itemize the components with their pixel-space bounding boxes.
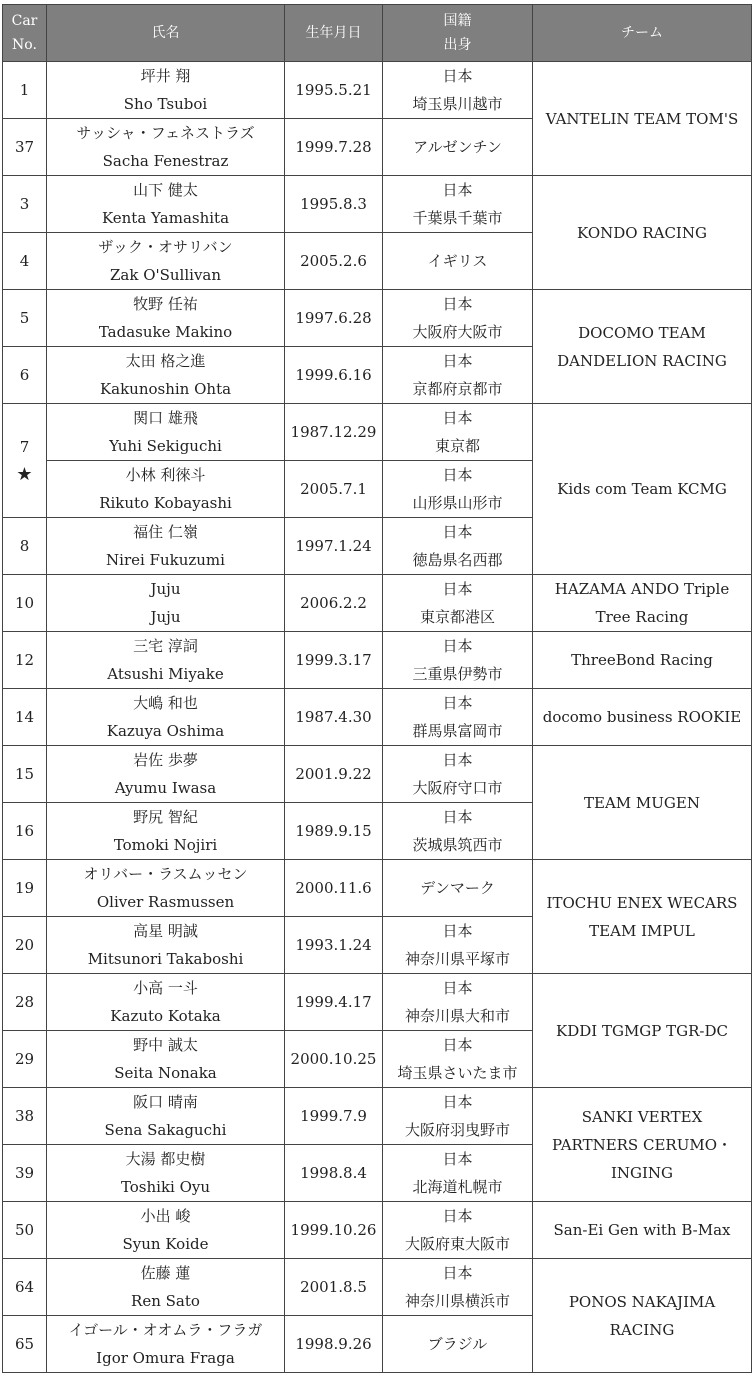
driver-name-cell: 阪口 晴南 Sena Sakaguchi: [47, 1088, 285, 1145]
birthdate-cell: 1995.8.3: [285, 176, 383, 233]
nationality-cell: 日本 徳島県名西郡: [383, 518, 533, 575]
car-number-cell: 39: [3, 1145, 47, 1202]
birthdate-cell: 2000.11.6: [285, 860, 383, 917]
car-number-cell: 29: [3, 1031, 47, 1088]
header-row: [3, 5, 752, 62]
birthdate-cell: 2000.10.25: [285, 1031, 383, 1088]
driver-name-cell: ザック・オサリバン Zak O'Sullivan: [47, 233, 285, 290]
car-number-cell: 37: [3, 119, 47, 176]
table-row: [3, 575, 752, 632]
birthdate-cell: 1999.3.17: [285, 632, 383, 689]
header-birthdate: 生年月日: [285, 5, 383, 62]
table-row: [3, 746, 752, 803]
driver-name-cell: 坪井 翔 Sho Tsuboi: [47, 62, 285, 119]
driver-name-cell: 牧野 任祐 Tadasuke Makino: [47, 290, 285, 347]
nationality-cell: 日本 山形県山形市: [383, 461, 533, 518]
nationality-cell: 日本 大阪府東大阪市: [383, 1202, 533, 1259]
birthdate-cell: 1987.4.30: [285, 689, 383, 746]
driver-name-cell: 佐藤 蓮 Ren Sato: [47, 1259, 285, 1316]
driver-name-cell: オリバー・ラスムッセン Oliver Rasmussen: [47, 860, 285, 917]
car-number-cell: 50: [3, 1202, 47, 1259]
driver-table: [2, 4, 752, 1373]
nationality-cell: 日本 大阪府守口市: [383, 746, 533, 803]
car-number-cell: 7 ★: [3, 404, 47, 518]
car-number-cell: 16: [3, 803, 47, 860]
birthdate-cell: 1999.4.17: [285, 974, 383, 1031]
driver-name-cell: Juju Juju: [47, 575, 285, 632]
driver-name-cell: 野中 誠太 Seita Nonaka: [47, 1031, 285, 1088]
table-row: [3, 860, 752, 917]
nationality-cell: 日本 千葉県千葉市: [383, 176, 533, 233]
team-cell: ITOCHU ENEX WECARS TEAM IMPUL: [533, 860, 752, 974]
birthdate-cell: 1999.10.26: [285, 1202, 383, 1259]
team-cell: VANTELIN TEAM TOM'S: [533, 62, 752, 176]
birthdate-cell: 1995.5.21: [285, 62, 383, 119]
birthdate-cell: 1997.1.24: [285, 518, 383, 575]
driver-name-cell: 大湯 都史樹 Toshiki Oyu: [47, 1145, 285, 1202]
nationality-cell: 日本 埼玉県さいたま市: [383, 1031, 533, 1088]
nationality-cell: 日本 茨城県筑西市: [383, 803, 533, 860]
driver-name-cell: 岩佐 歩夢 Ayumu Iwasa: [47, 746, 285, 803]
nationality-cell: ブラジル: [383, 1316, 533, 1373]
car-number-cell: 6: [3, 347, 47, 404]
birthdate-cell: 2001.8.5: [285, 1259, 383, 1316]
birthdate-cell: 1989.9.15: [285, 803, 383, 860]
nationality-cell: アルゼンチン: [383, 119, 533, 176]
driver-name-cell: イゴール・オオムラ・フラガ Igor Omura Fraga: [47, 1316, 285, 1373]
nationality-cell: デンマーク: [383, 860, 533, 917]
table-row: [3, 290, 752, 347]
team-cell: HAZAMA ANDO Triple Tree Racing: [533, 575, 752, 632]
car-number-cell: 19: [3, 860, 47, 917]
star-icon: ★: [16, 463, 33, 485]
table-row: [3, 404, 752, 461]
birthdate-cell: 1998.8.4: [285, 1145, 383, 1202]
team-cell: KDDI TGMGP TGR-DC: [533, 974, 752, 1088]
team-cell: DOCOMO TEAM DANDELION RACING: [533, 290, 752, 404]
car-number-cell: 64: [3, 1259, 47, 1316]
table-row: [3, 689, 752, 746]
driver-name-cell: 太田 格之進 Kakunoshin Ohta: [47, 347, 285, 404]
birthdate-cell: 1999.7.9: [285, 1088, 383, 1145]
car-number-cell: 15: [3, 746, 47, 803]
team-cell: Kids com Team KCMG: [533, 404, 752, 575]
car-number-cell: 3: [3, 176, 47, 233]
driver-name-cell: 福住 仁嶺 Nirei Fukuzumi: [47, 518, 285, 575]
header-name: 氏名: [47, 5, 285, 62]
car-number-cell: 10: [3, 575, 47, 632]
car-number-cell: 4: [3, 233, 47, 290]
table-row: [3, 1259, 752, 1316]
nationality-cell: 日本 神奈川県横浜市: [383, 1259, 533, 1316]
nationality-cell: 日本 大阪府大阪市: [383, 290, 533, 347]
team-cell: docomo business ROOKIE: [533, 689, 752, 746]
car-number-cell: 12: [3, 632, 47, 689]
driver-name-cell: 関口 雄飛 Yuhi Sekiguchi: [47, 404, 285, 461]
team-cell: TEAM MUGEN: [533, 746, 752, 860]
nationality-cell: 日本 京都府京都市: [383, 347, 533, 404]
birthdate-cell: 2001.9.22: [285, 746, 383, 803]
driver-name-cell: 小高 一斗 Kazuto Kotaka: [47, 974, 285, 1031]
birthdate-cell: 1999.6.16: [285, 347, 383, 404]
driver-name-cell: 三宅 淳詞 Atsushi Miyake: [47, 632, 285, 689]
car-number-cell: 20: [3, 917, 47, 974]
birthdate-cell: 2005.7.1: [285, 461, 383, 518]
birthdate-cell: 1997.6.28: [285, 290, 383, 347]
driver-name-cell: 大嶋 和也 Kazuya Oshima: [47, 689, 285, 746]
driver-name-cell: 山下 健太 Kenta Yamashita: [47, 176, 285, 233]
driver-name-cell: 野尻 智紀 Tomoki Nojiri: [47, 803, 285, 860]
car-number-cell: 28: [3, 974, 47, 1031]
birthdate-cell: 1999.7.28: [285, 119, 383, 176]
nationality-cell: 日本 大阪府羽曳野市: [383, 1088, 533, 1145]
driver-name-cell: サッシャ・フェネストラズ Sacha Fenestraz: [47, 119, 285, 176]
team-cell: San-Ei Gen with B-Max: [533, 1202, 752, 1259]
table-row: [3, 62, 752, 119]
team-cell: PONOS NAKAJIMA RACING: [533, 1259, 752, 1373]
car-number-cell: 65: [3, 1316, 47, 1373]
car-number-cell: 38: [3, 1088, 47, 1145]
car-number-cell: 8: [3, 518, 47, 575]
nationality-cell: イギリス: [383, 233, 533, 290]
nationality-cell: 日本 群馬県富岡市: [383, 689, 533, 746]
nationality-cell: 日本 神奈川県平塚市: [383, 917, 533, 974]
driver-name-cell: 高星 明誠 Mitsunori Takaboshi: [47, 917, 285, 974]
driver-name-cell: 小出 峻 Syun Koide: [47, 1202, 285, 1259]
birthdate-cell: 2006.2.2: [285, 575, 383, 632]
table-row: [3, 974, 752, 1031]
driver-name-cell: 小林 利徠斗 Rikuto Kobayashi: [47, 461, 285, 518]
nationality-cell: 日本 三重県伊勢市: [383, 632, 533, 689]
table-row: [3, 176, 752, 233]
team-cell: ThreeBond Racing: [533, 632, 752, 689]
header-car-no: Car No.: [3, 5, 47, 62]
nationality-cell: 日本 東京都: [383, 404, 533, 461]
nationality-cell: 日本 神奈川県大和市: [383, 974, 533, 1031]
table-row: [3, 632, 752, 689]
header-team: チーム: [533, 5, 752, 62]
car-number-cell: 1: [3, 62, 47, 119]
nationality-cell: 日本 北海道札幌市: [383, 1145, 533, 1202]
team-cell: SANKI VERTEX PARTNERS CERUMO・ INGING: [533, 1088, 752, 1202]
birthdate-cell: 1998.9.26: [285, 1316, 383, 1373]
car-number-cell: 5: [3, 290, 47, 347]
birthdate-cell: 1993.1.24: [285, 917, 383, 974]
header-nationality: 国籍 出身: [383, 5, 533, 62]
table-row: [3, 1088, 752, 1145]
team-cell: KONDO RACING: [533, 176, 752, 290]
birthdate-cell: 2005.2.6: [285, 233, 383, 290]
birthdate-cell: 1987.12.29: [285, 404, 383, 461]
car-number-cell: 14: [3, 689, 47, 746]
nationality-cell: 日本 東京都港区: [383, 575, 533, 632]
table-row: [3, 1202, 752, 1259]
nationality-cell: 日本 埼玉県川越市: [383, 62, 533, 119]
